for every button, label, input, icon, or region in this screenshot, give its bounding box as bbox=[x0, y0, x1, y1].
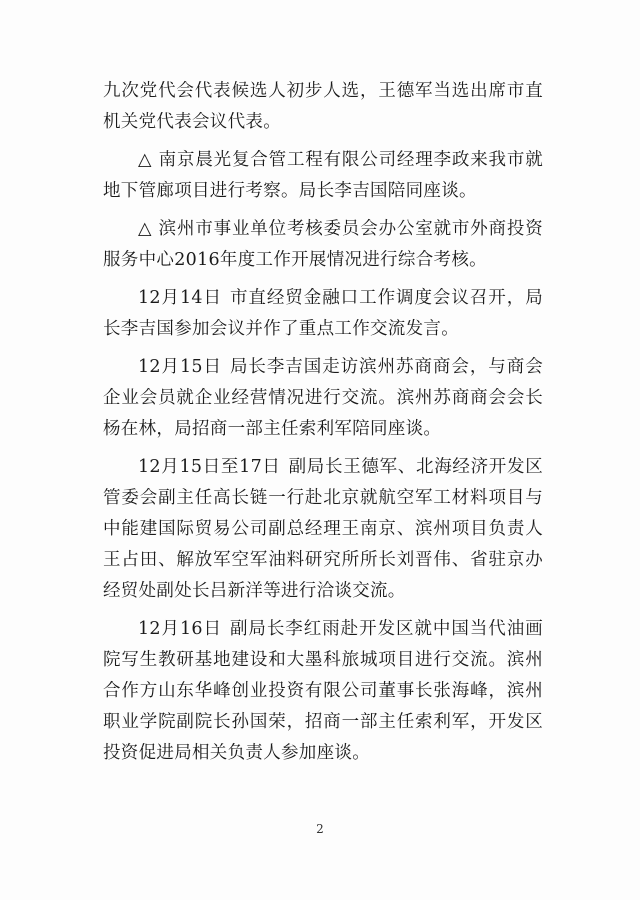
paragraph-nanjing-chenguang bbox=[103, 145, 543, 207]
paragraph-text: △ 滨州市事业单位考核委员会办公室就市外商投资服务中心2016年度工作开展情况进行综合考核。 bbox=[103, 219, 543, 270]
paragraph-dec-15-17 bbox=[103, 452, 543, 607]
page-number: 2 bbox=[316, 822, 324, 836]
entry-date: 12月14日 bbox=[138, 288, 222, 308]
paragraph-dec-14 bbox=[103, 283, 543, 345]
paragraph-text: 副局长王德军、北海经济开发区管委会副主任高长链一行赴北京就航空军工材料项目与中能建国际贸易公司副总经理王南京、滨州项目负责人王占田、解放军空军油料研究所所长刘晋伟、省驻京办经贸处副处长吕新洋等进行洽谈交流。 bbox=[103, 457, 543, 601]
paragraph-assessment bbox=[103, 214, 543, 276]
paragraph-text: 市直经贸金融口工作调度会议召开，局长李吉国参加会议并作了重点工作交流发言。 bbox=[103, 288, 543, 339]
paragraph-text: 副局长李红雨赴开发区就中国当代油画院写生教研基地建设和大墨科旅城项目进行交流。滨州合作方山东华峰创业投资有限公司董事长张海峰，滨州职业学院副院长孙国荣，招商一部主任索利军，开发区投资促进局相关负责人参加座谈。 bbox=[103, 619, 543, 763]
entry-date: 12月15日至17日 bbox=[138, 457, 281, 477]
paragraph-dec-16 bbox=[103, 614, 543, 769]
paragraph-dec-15 bbox=[103, 352, 543, 445]
paragraph-text: △ 南京晨光复合管工程有限公司经理李政来我市就地下管廊项目进行考察。局长李吉国陪同座谈。 bbox=[103, 150, 543, 201]
paragraph-continuation bbox=[103, 76, 543, 138]
document-body bbox=[103, 76, 543, 776]
entry-date: 12月16日 bbox=[138, 619, 222, 639]
entry-date: 12月15日 bbox=[138, 357, 222, 377]
paragraph-text: 局长李吉国走访滨州苏商商会，与商会企业会员就企业经营情况进行交流。滨州苏商商会会长杨在林，局招商一部主任索利军陪同座谈。 bbox=[103, 357, 543, 439]
paragraph-text: 九次党代会代表候选人初步人选，王德军当选出席市直机关党代表会议代表。 bbox=[103, 81, 543, 132]
